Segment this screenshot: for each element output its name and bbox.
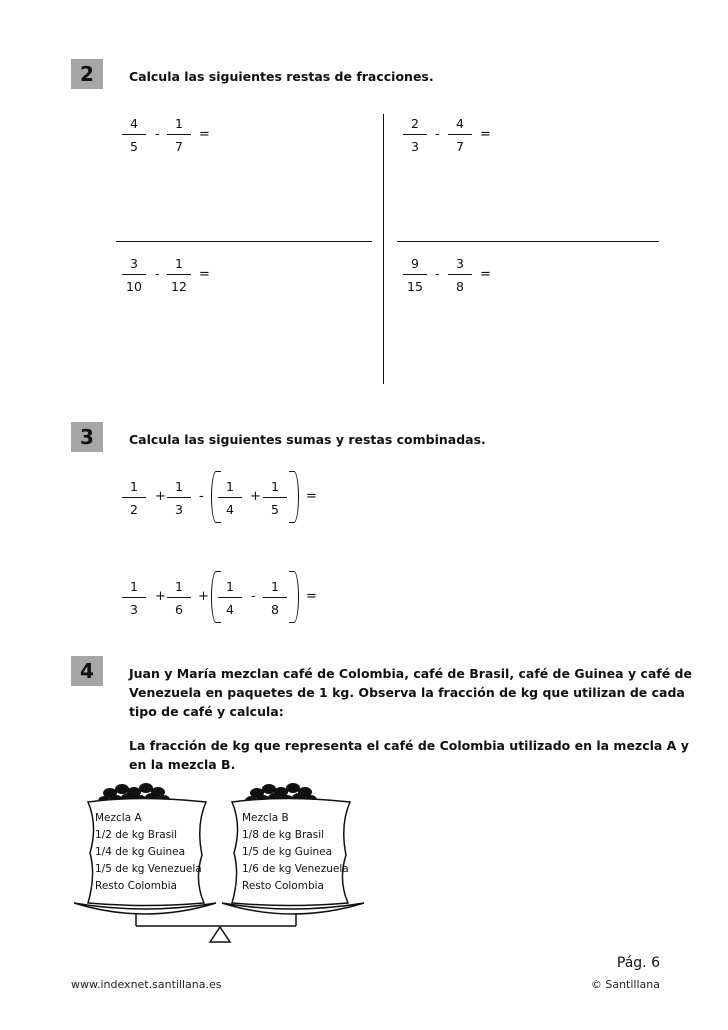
fraction-bar xyxy=(218,597,242,598)
scale-fulcrum xyxy=(210,927,230,942)
bag-b-item: 1/8 de kg Brasil xyxy=(242,829,325,841)
denominator: 5 xyxy=(271,502,279,517)
exercise-text: Juan y María mezclan café de Colombia, café de Brasil, café de Guinea y café de xyxy=(129,666,692,681)
operator: + xyxy=(198,589,209,604)
operator: + xyxy=(155,489,166,504)
denominator: 12 xyxy=(171,279,187,294)
bag-a-label: Mezcla A xyxy=(95,812,142,824)
bag-a-item: Resto Colombia xyxy=(95,880,177,892)
exercise-question: La fracción de kg que representa el café de Colombia utilizado en la mezcla A y xyxy=(129,738,689,753)
fraction-bar xyxy=(403,134,427,135)
fraction-bar xyxy=(167,597,191,598)
numerator: 1 xyxy=(130,479,138,494)
vertical-divider xyxy=(383,114,384,384)
exercise-text: Venezuela en paquetes de 1 kg. Observa la fracción de kg que utilizan de cada xyxy=(129,685,685,700)
horizontal-divider-left xyxy=(116,241,372,242)
numerator: 9 xyxy=(411,256,419,271)
fraction-bar xyxy=(122,274,146,275)
fraction-bar xyxy=(122,597,146,598)
operator: + xyxy=(155,589,166,604)
denominator: 3 xyxy=(411,139,419,154)
numerator: 1 xyxy=(271,579,279,594)
denominator: 7 xyxy=(456,139,464,154)
exercise-question: en la mezcla B. xyxy=(129,757,236,772)
fraction-bar xyxy=(263,597,287,598)
denominator: 2 xyxy=(130,502,138,517)
exercise-instruction: Calcula las siguientes sumas y restas combinadas. xyxy=(129,432,486,447)
exercise-number-badge: 3 xyxy=(71,422,103,452)
bag-a-item: 1/5 de kg Venezuela xyxy=(95,863,202,875)
exercise-number-badge: 2 xyxy=(71,59,103,89)
page-number: Pág. 6 xyxy=(616,955,660,971)
operator: - xyxy=(251,589,256,604)
numerator: 1 xyxy=(175,256,183,271)
numerator: 1 xyxy=(226,579,234,594)
fraction-bar xyxy=(122,497,146,498)
equals-sign: = xyxy=(199,127,210,142)
denominator: 6 xyxy=(175,602,183,617)
right-parenthesis xyxy=(289,471,299,523)
exercise-number-badge: 4 xyxy=(71,656,103,686)
numerator: 3 xyxy=(130,256,138,271)
bag-b-item: Resto Colombia xyxy=(242,880,324,892)
denominator: 15 xyxy=(407,279,423,294)
bag-b-item: 1/6 de kg Venezuela xyxy=(242,863,349,875)
fraction-bar xyxy=(448,274,472,275)
denominator: 8 xyxy=(456,279,464,294)
operator: - xyxy=(155,127,160,142)
numerator: 1 xyxy=(271,479,279,494)
numerator: 2 xyxy=(411,116,419,131)
bag-a-item: 1/2 de kg Brasil xyxy=(95,829,178,841)
exercise-instruction: Calcula las siguientes restas de fracciones. xyxy=(129,69,434,84)
equals-sign: = xyxy=(480,267,491,282)
bag-b-label: Mezcla B xyxy=(242,812,289,824)
denominator: 10 xyxy=(126,279,142,294)
equals-sign: = xyxy=(306,589,317,604)
numerator: 1 xyxy=(175,116,183,131)
equals-sign: = xyxy=(199,267,210,282)
operator: - xyxy=(435,267,440,282)
right-parenthesis xyxy=(289,571,299,623)
fraction-bar xyxy=(403,274,427,275)
denominator: 8 xyxy=(271,602,279,617)
operator: - xyxy=(155,267,160,282)
footer-url[interactable]: www.indexnet.santillana.es xyxy=(71,978,222,991)
numerator: 3 xyxy=(456,256,464,271)
denominator: 5 xyxy=(130,139,138,154)
fraction-bar xyxy=(167,134,191,135)
equals-sign: = xyxy=(480,127,491,142)
fraction-bar xyxy=(122,134,146,135)
bag-a-item: 1/4 de kg Guinea xyxy=(95,846,186,858)
footer-copyright: © Santillana xyxy=(590,978,660,991)
denominator: 3 xyxy=(175,502,183,517)
operator: - xyxy=(199,489,204,504)
fraction-bar xyxy=(448,134,472,135)
numerator: 4 xyxy=(456,116,464,131)
denominator: 3 xyxy=(130,602,138,617)
fraction-bar xyxy=(167,497,191,498)
denominator: 4 xyxy=(226,602,234,617)
numerator: 1 xyxy=(175,579,183,594)
fraction-bar xyxy=(218,497,242,498)
numerator: 1 xyxy=(130,579,138,594)
horizontal-divider-right xyxy=(397,241,659,242)
operator: + xyxy=(250,489,261,504)
bag-b-item: 1/5 de kg Guinea xyxy=(242,846,333,858)
numerator: 4 xyxy=(130,116,138,131)
fraction-bar xyxy=(263,497,287,498)
equals-sign: = xyxy=(306,489,317,504)
numerator: 1 xyxy=(226,479,234,494)
denominator: 4 xyxy=(226,502,234,517)
exercise-text: tipo de café y calcula: xyxy=(129,704,284,719)
fraction-bar xyxy=(167,274,191,275)
denominator: 7 xyxy=(175,139,183,154)
numerator: 1 xyxy=(175,479,183,494)
operator: - xyxy=(435,127,440,142)
